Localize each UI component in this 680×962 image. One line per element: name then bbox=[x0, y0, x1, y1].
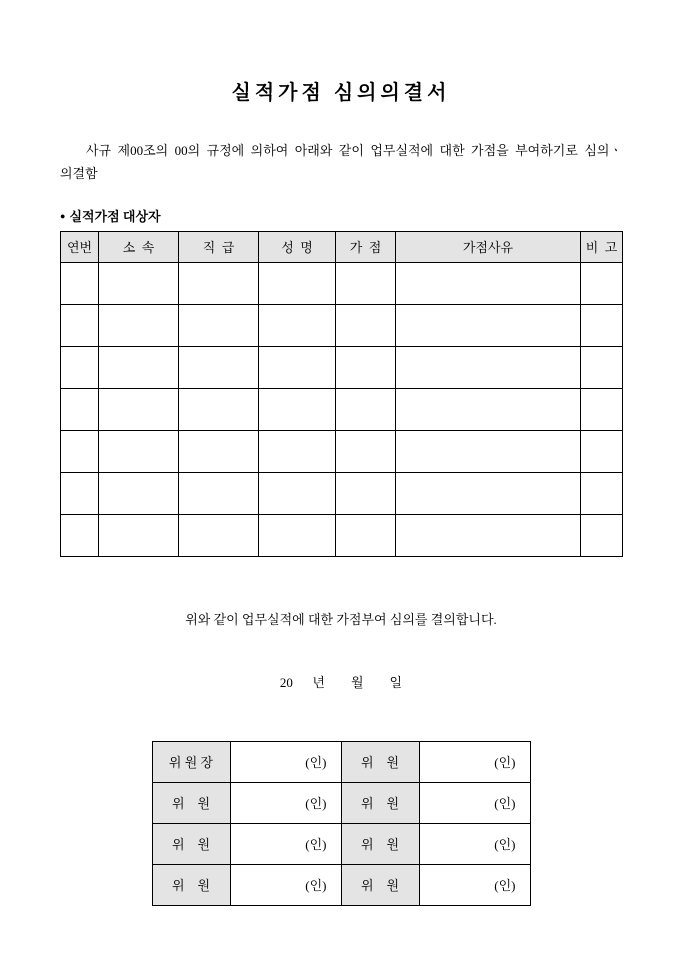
column-header-points: 가 점 bbox=[336, 231, 396, 262]
table-cell bbox=[61, 514, 99, 556]
table-cell bbox=[99, 514, 179, 556]
table-cell bbox=[99, 430, 179, 472]
table-row bbox=[61, 514, 623, 556]
table-cell bbox=[61, 304, 99, 346]
seal-cell: (인) bbox=[230, 782, 341, 823]
table-cell bbox=[179, 304, 259, 346]
table-cell bbox=[179, 262, 259, 304]
table-cell bbox=[336, 514, 396, 556]
signature-row bbox=[152, 782, 530, 823]
document-title: 실적가점 심의의결서 bbox=[231, 82, 451, 104]
table-row bbox=[61, 262, 623, 304]
table-row bbox=[61, 430, 623, 472]
table-cell bbox=[396, 388, 581, 430]
table-cell bbox=[179, 514, 259, 556]
table-cell bbox=[259, 346, 336, 388]
table-cell bbox=[581, 262, 623, 304]
signer-role-cell: 위 원 bbox=[341, 741, 419, 782]
seal-cell: (인) bbox=[230, 823, 341, 864]
table-row bbox=[61, 304, 623, 346]
table-cell bbox=[259, 430, 336, 472]
intro-paragraph bbox=[60, 139, 622, 186]
column-header-reason: 가점사유 bbox=[396, 231, 581, 262]
table-cell bbox=[336, 430, 396, 472]
table-row bbox=[61, 346, 623, 388]
seal-cell: (인) bbox=[230, 741, 341, 782]
table-cell bbox=[396, 346, 581, 388]
table-cell bbox=[336, 346, 396, 388]
table-cell bbox=[581, 388, 623, 430]
seal-cell: (인) bbox=[419, 741, 530, 782]
table-row bbox=[61, 388, 623, 430]
table-cell bbox=[179, 430, 259, 472]
table-cell bbox=[99, 346, 179, 388]
intro-line-2: 의결함 bbox=[60, 166, 98, 182]
table-cell bbox=[396, 514, 581, 556]
intro-line-1: 사규 제00조의 00의 규정에 의하여 아래와 같이 업무실적에 대한 가점을 부여하기로 심의ㆍ bbox=[86, 143, 622, 158]
table-cell bbox=[179, 346, 259, 388]
column-header-affiliation: 소 속 bbox=[99, 231, 179, 262]
table-cell bbox=[259, 304, 336, 346]
table-cell bbox=[259, 388, 336, 430]
table-cell bbox=[336, 388, 396, 430]
seal-cell: (인) bbox=[419, 823, 530, 864]
signature-row bbox=[152, 864, 530, 905]
table-cell bbox=[396, 430, 581, 472]
column-header-remarks: 비 고 bbox=[581, 231, 623, 262]
column-header-name: 성 명 bbox=[259, 231, 336, 262]
table-cell bbox=[61, 472, 99, 514]
table-cell bbox=[581, 304, 623, 346]
section-heading bbox=[60, 206, 622, 225]
table-cell bbox=[396, 472, 581, 514]
table-cell bbox=[336, 304, 396, 346]
score-table bbox=[60, 231, 623, 557]
table-cell bbox=[99, 304, 179, 346]
table-cell bbox=[396, 304, 581, 346]
signature-row bbox=[152, 741, 530, 782]
signer-role-cell: 위 원 bbox=[341, 864, 419, 905]
signature-table bbox=[152, 741, 531, 906]
table-cell bbox=[99, 472, 179, 514]
table-cell bbox=[99, 262, 179, 304]
bullet-icon: ● bbox=[60, 210, 66, 221]
signer-role-cell: 위 원 장 bbox=[152, 741, 230, 782]
column-header-number: 연번 bbox=[61, 231, 99, 262]
column-header-position: 직 급 bbox=[179, 231, 259, 262]
seal-cell: (인) bbox=[230, 864, 341, 905]
table-cell bbox=[99, 388, 179, 430]
table-cell bbox=[259, 514, 336, 556]
signer-role-cell: 위 원 bbox=[152, 864, 230, 905]
table-cell bbox=[336, 472, 396, 514]
seal-cell: (인) bbox=[419, 782, 530, 823]
table-cell bbox=[581, 346, 623, 388]
table-cell bbox=[581, 514, 623, 556]
signer-role-cell: 위 원 bbox=[152, 782, 230, 823]
signature-row bbox=[152, 823, 530, 864]
signer-role-cell: 위 원 bbox=[152, 823, 230, 864]
table-row bbox=[61, 472, 623, 514]
table-cell bbox=[61, 262, 99, 304]
score-table-header-row bbox=[61, 231, 623, 262]
table-cell bbox=[61, 346, 99, 388]
table-cell bbox=[336, 262, 396, 304]
table-cell bbox=[61, 388, 99, 430]
table-cell bbox=[396, 262, 581, 304]
table-cell bbox=[581, 430, 623, 472]
table-cell bbox=[259, 472, 336, 514]
resolution-text: 위와 같이 업무실적에 대한 가점부여 심의를 결의합니다. bbox=[185, 611, 497, 627]
signer-role-cell: 위 원 bbox=[341, 782, 419, 823]
table-cell bbox=[179, 388, 259, 430]
seal-cell: (인) bbox=[419, 864, 530, 905]
signer-role-cell: 위 원 bbox=[341, 823, 419, 864]
table-cell bbox=[581, 472, 623, 514]
table-cell bbox=[61, 430, 99, 472]
table-cell bbox=[259, 262, 336, 304]
section-heading-label: 실적가점 대상자 bbox=[69, 208, 161, 224]
date-line: 20 년 월 일 bbox=[279, 674, 403, 690]
table-cell bbox=[179, 472, 259, 514]
